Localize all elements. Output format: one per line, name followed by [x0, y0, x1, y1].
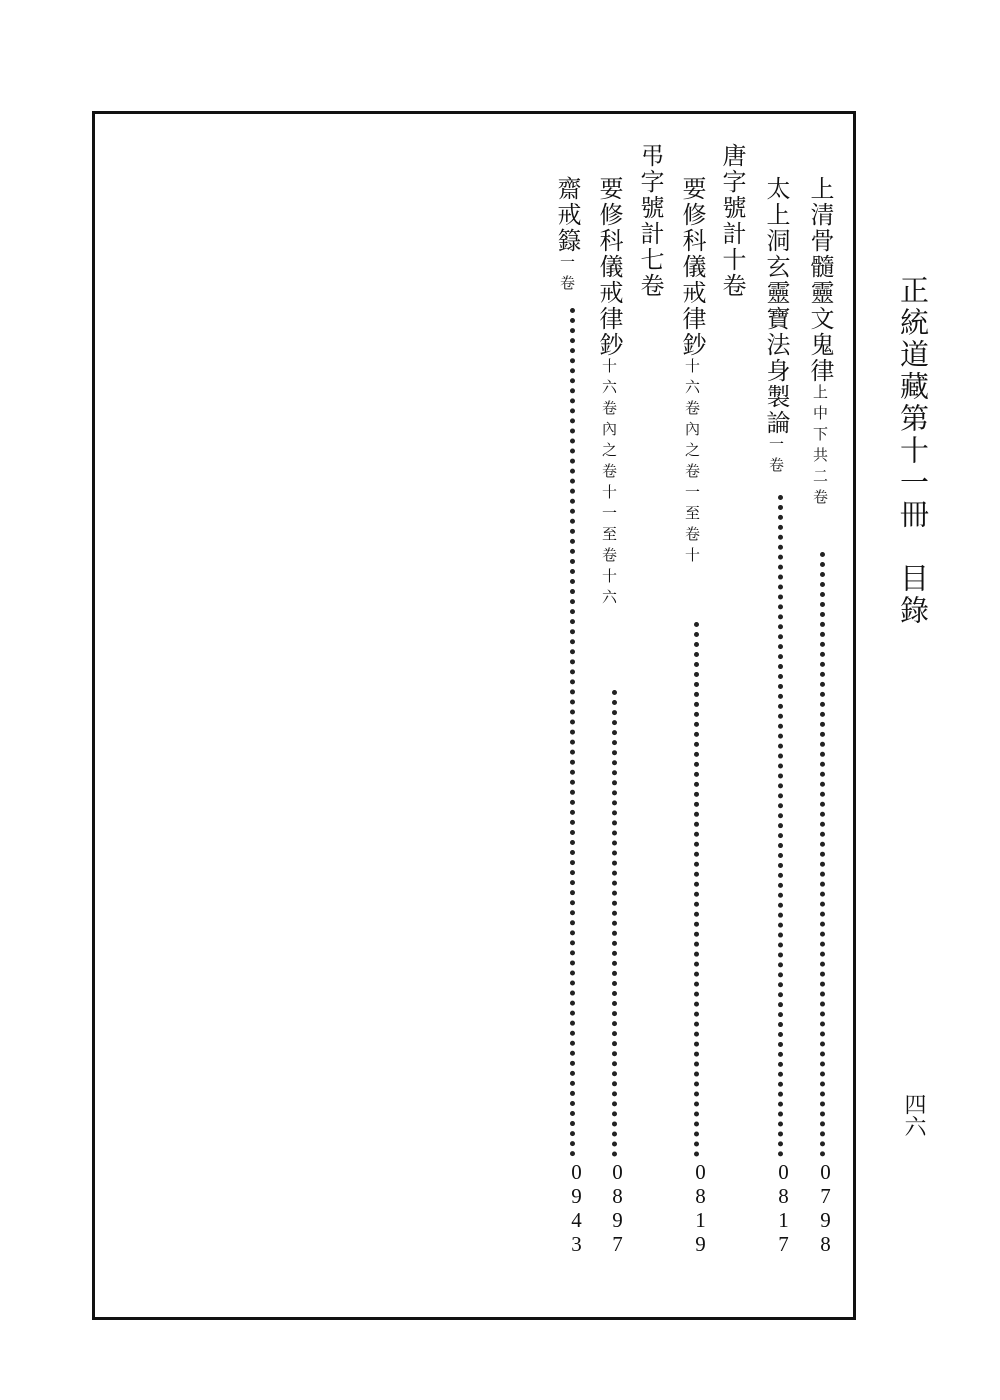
entry-title: 太上洞玄靈寶法身製論 — [762, 176, 790, 436]
toc-entry — [597, 176, 621, 610]
entry-title: 齋戒籙 — [553, 176, 581, 254]
entry-volume-note: 上中下共二卷 — [811, 384, 829, 510]
entry-page-number: 0798 — [813, 1160, 838, 1256]
entry-page-number: 0817 — [771, 1160, 796, 1256]
entry-title: 上清骨髓靈文鬼律 — [806, 176, 834, 384]
entry-page-number: 0819 — [688, 1160, 713, 1256]
entry-volume-note: 一卷 — [767, 436, 785, 478]
section-heading: 唐字號計十卷 — [718, 143, 746, 299]
dot-leader — [612, 690, 617, 1157]
dot-leader — [694, 622, 699, 1157]
entry-volume-note: 十六卷內之卷十一至卷十六 — [600, 358, 618, 610]
running-header-title: 正統道藏第十一冊 目錄 — [896, 275, 930, 627]
dot-leader — [570, 308, 575, 1157]
entry-page-number: 0897 — [605, 1160, 630, 1256]
entry-volume-note: 一卷 — [558, 254, 576, 296]
entry-title: 要修科儀戒律鈔 — [678, 176, 706, 358]
dot-leader — [820, 552, 825, 1157]
toc-entry — [808, 176, 832, 510]
toc-entry — [680, 176, 704, 568]
dot-leader — [778, 495, 783, 1157]
entry-page-number: 0943 — [564, 1160, 589, 1256]
section-heading: 弔字號計七卷 — [636, 143, 664, 299]
running-header-page-number: 四六 — [901, 1093, 926, 1137]
entry-title: 要修科儀戒律鈔 — [595, 176, 623, 358]
toc-entry — [764, 176, 788, 478]
entry-volume-note: 十六卷內之卷一至卷十 — [683, 358, 701, 568]
toc-entry — [555, 176, 579, 296]
